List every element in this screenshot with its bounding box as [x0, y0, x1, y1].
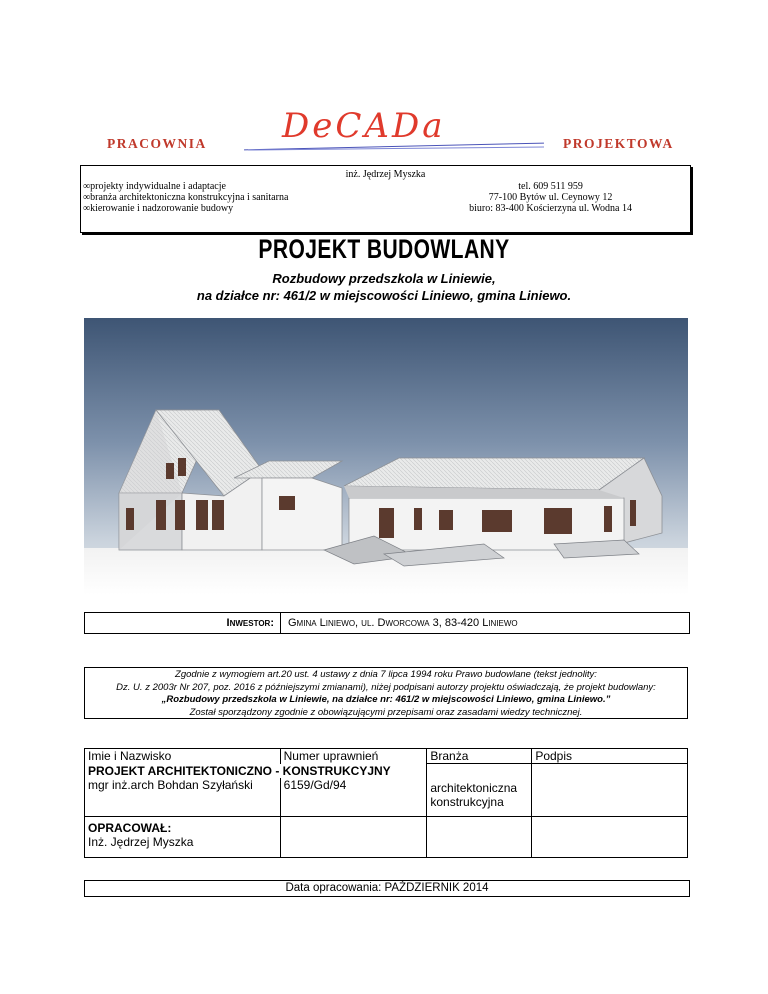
header-signature: Podpis: [532, 749, 688, 764]
prepared-cell: [85, 816, 281, 857]
contact-office: biuro: 83-400 Kościerzyna ul. Wodna 14: [469, 203, 632, 214]
architect-branch: [427, 764, 532, 817]
date-row: Data opracowania: PAŹDZIERNIK 2014: [84, 880, 690, 897]
projektowa-label: PROJEKTOWA: [563, 136, 674, 151]
architect-signature: [532, 764, 688, 817]
prepared-name: Inż. Jędrzej Myszka: [88, 834, 194, 849]
architect-license: 6159/Gd/94: [280, 778, 427, 817]
statement-project-name: „Rozbudowy przedszkola w Liniewie, na działce nr: 461/2 w miejscowości Liniewo, gmina Liniewo.”: [161, 694, 611, 705]
contact-phone: tel. 609 511 959: [518, 181, 583, 192]
signature-table: [84, 748, 688, 858]
prepared-signature: [532, 816, 688, 857]
pracownia-label: PRACOWNIA: [107, 136, 207, 151]
prepared-label: OPRACOWAŁ:: [88, 820, 172, 835]
contact-info: [469, 181, 632, 214]
services-list: [83, 181, 288, 214]
investor-value: Gmina Liniewo, ul. Dworcowa 3, 83-420 Liniewo: [288, 617, 518, 629]
branch-line: architektoniczna: [430, 781, 518, 795]
architect-name: mgr inż.arch Bohdan Szyłański: [85, 778, 281, 817]
investor-row: [84, 612, 690, 634]
project-subtitle-2: na działce nr: 461/2 w miejscowości Liniewo, gmina Liniewo.: [196, 288, 572, 303]
building-rendering: [84, 318, 688, 595]
investor-label: Inwestor:: [85, 613, 281, 633]
header-branch: Branża: [427, 749, 532, 764]
prepared-license: [280, 816, 427, 857]
service-item: ∞projekty indywidualne i adaptacje: [83, 181, 226, 192]
prepared-branch: [427, 816, 532, 857]
header-name: Imie i Nazwisko: [85, 749, 281, 764]
statement-line: Zgodnie z wymogiem art.20 ust. 4 ustawy z dnia 7 lipca 1994 roku Prawo budowlane (tekst jednolity:: [175, 669, 597, 680]
statement-box: [84, 667, 688, 719]
section-title: PROJEKT ARCHITEKTONICZNO - KONSTRUKCYJNY: [85, 764, 427, 778]
decada-logo: DeCADa: [282, 106, 446, 146]
service-item: ∞branża architektoniczna konstrukcyjna i sanitarna: [83, 192, 289, 203]
branch-line: konstrukcyjna: [430, 795, 504, 809]
project-subtitle-1: Rozbudowy przedszkola w Liniewie,: [272, 271, 496, 286]
contact-address: 77-100 Bytów ul. Ceynowy 12: [488, 192, 613, 203]
owner-name: inż. Jędrzej Myszka: [345, 169, 426, 180]
service-item: ∞kierowanie i nadzorowanie budowy: [83, 203, 234, 214]
statement-line: Dz. U. z 2003r Nr 207, poz. 2016 z późniejszymi zmianami), niżej podpisani autorzy projektu oświadczają, że projekt budowlany:: [116, 681, 656, 693]
logo-underline-2: [248, 146, 544, 150]
page-title: PROJEKT BUDOWLANY: [258, 234, 510, 264]
header-license: Numer uprawnień: [280, 749, 427, 764]
statement-line: Został sporządzony zgodnie z obowiązującymi przepisami oraz zasadami wiedzy technicznej.: [189, 706, 583, 718]
company-info-box: [80, 165, 691, 233]
